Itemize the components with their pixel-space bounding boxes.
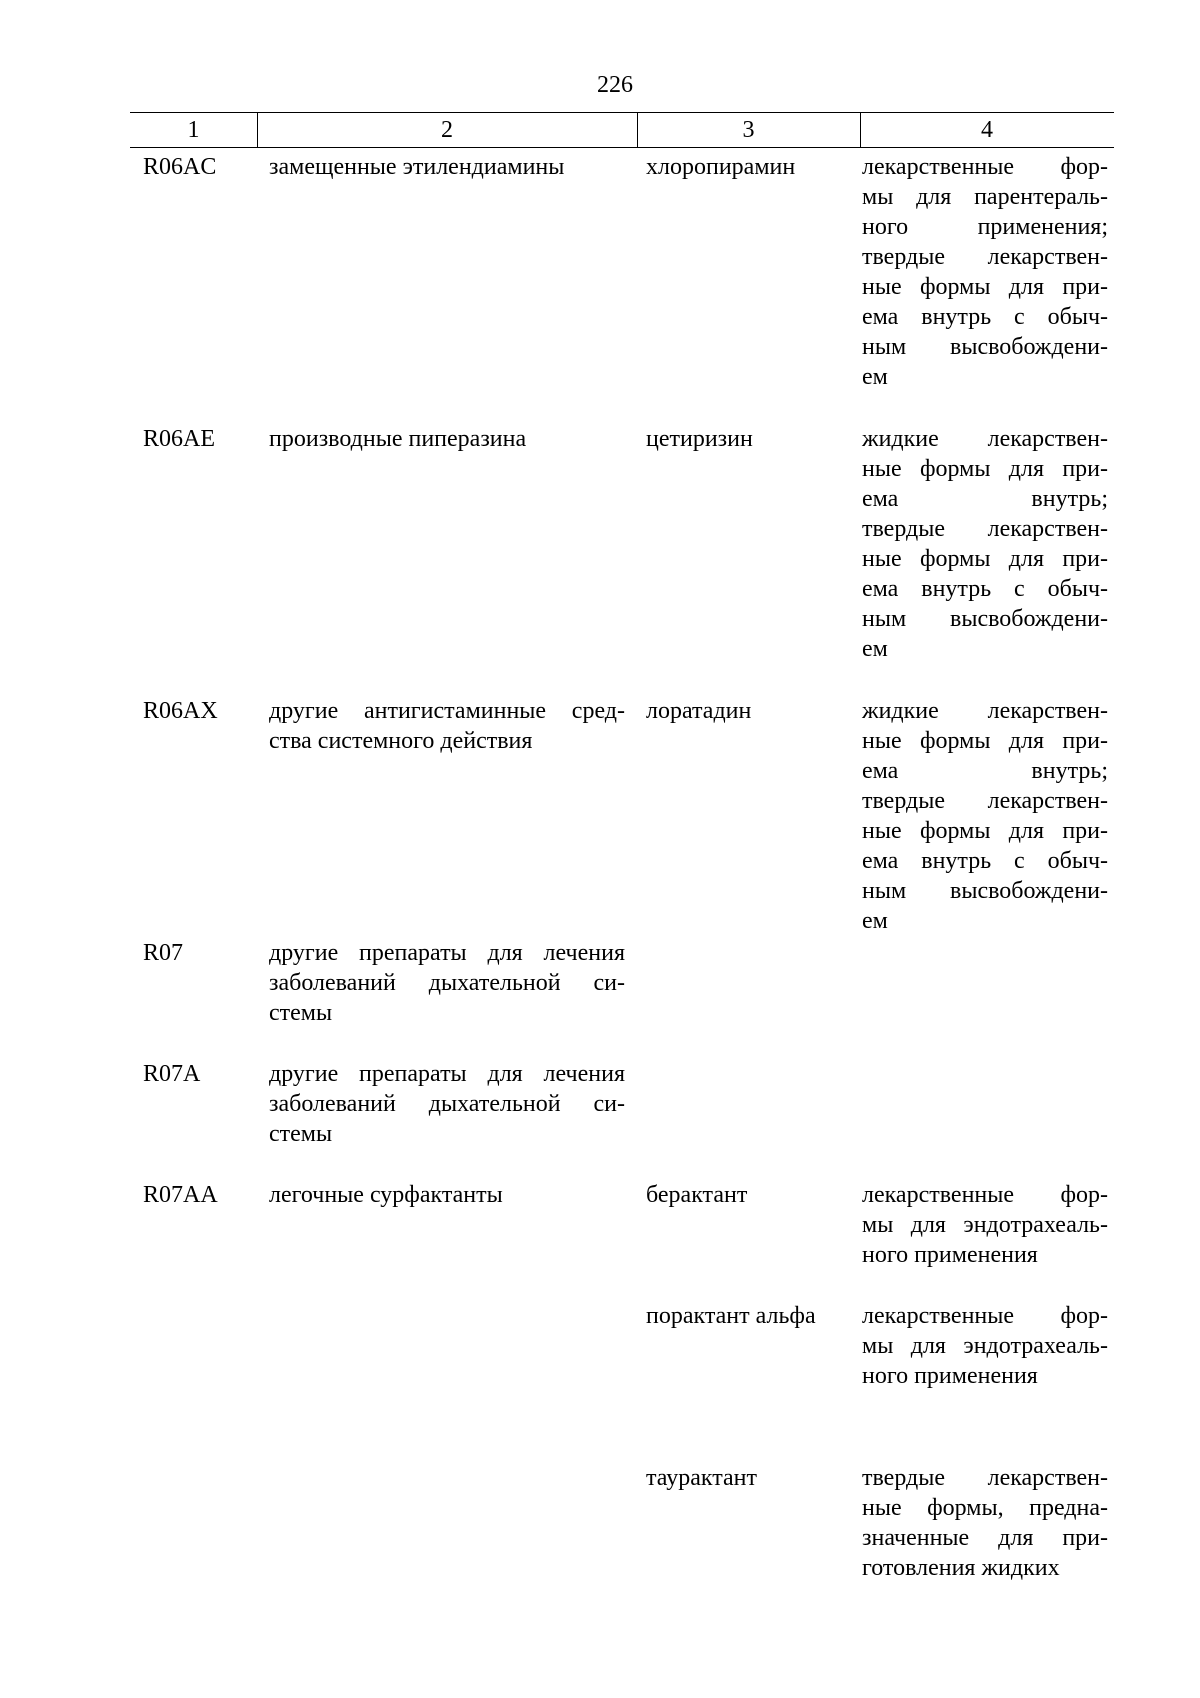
group-name-line: заболеваний дыхательной си- (269, 1091, 625, 1117)
group-name (269, 938, 625, 1028)
dosage-forms-line: ема внутрь с обыч- (862, 304, 1108, 330)
dosage-forms-line: мы для эндотрахеаль- (862, 1333, 1108, 1359)
dosage-forms-line: твердые лекарствен- (862, 1465, 1108, 1491)
dosage-forms-line: ные формы для при- (862, 818, 1108, 844)
dosage-forms (862, 152, 1108, 392)
header-col-4: 4 (981, 117, 993, 143)
dosage-forms-line: лекарственные фор- (862, 1182, 1108, 1208)
dosage-forms-line: ные формы для при- (862, 456, 1108, 482)
dosage-forms-line: ным высвобождени- (862, 334, 1108, 360)
group-name (269, 1180, 625, 1210)
drug-name: хлоропирамин (646, 154, 796, 180)
group-name (269, 152, 625, 182)
group-name-line: другие препараты для лечения (269, 1061, 625, 1087)
header-col-2: 2 (441, 117, 453, 143)
atc-code: R07AA (143, 1182, 218, 1208)
dosage-forms-line: твердые лекарствен- (862, 244, 1108, 270)
dosage-forms-line: мы для эндотрахеаль- (862, 1212, 1108, 1238)
dosage-forms-line: ным высвобождени- (862, 606, 1108, 632)
group-name (269, 696, 625, 756)
table-header (130, 112, 1114, 148)
drug-name: цетиризин (646, 426, 753, 452)
dosage-forms-line: значенные для при- (862, 1525, 1108, 1551)
group-name (269, 424, 625, 454)
group-name-line: легочные сурфактанты (269, 1182, 503, 1208)
dosage-forms-line: мы для парентераль- (862, 184, 1108, 210)
group-name-line: другие антигистаминные сред- (269, 698, 625, 724)
atc-code: R06AE (143, 426, 215, 452)
drug-name: таурактант (646, 1465, 757, 1491)
atc-code: R06AX (143, 698, 218, 724)
dosage-forms-line: ема внутрь; (862, 758, 1108, 784)
group-name-line: стемы (269, 1121, 333, 1147)
drug-name: лоратадин (646, 698, 752, 724)
group-name-line: стемы (269, 1000, 333, 1026)
header-col-3: 3 (742, 117, 755, 143)
drug-name: порактант альфа (646, 1303, 816, 1329)
dosage-forms-line: твердые лекарствен- (862, 788, 1108, 814)
dosage-forms (862, 1463, 1108, 1583)
dosage-forms (862, 1180, 1108, 1270)
dosage-forms-line: готовления жидких (862, 1555, 1060, 1581)
dosage-forms-line: ного применения (862, 1363, 1038, 1389)
group-name-line: ства системного действия (269, 728, 533, 754)
dosage-forms-line: ного применения (862, 1242, 1038, 1268)
dosage-forms-line: ные формы для при- (862, 546, 1108, 572)
dosage-forms-line: ем (862, 636, 888, 662)
dosage-forms-line: жидкие лекарствен- (862, 426, 1108, 452)
group-name-line: замещенные этилендиамины (269, 154, 565, 180)
group-name (269, 1059, 625, 1149)
dosage-forms-line: жидкие лекарствен- (862, 698, 1108, 724)
dosage-forms-line: лекарственные фор- (862, 154, 1108, 180)
atc-code: R06AC (143, 154, 217, 180)
dosage-forms-line: ем (862, 908, 888, 934)
dosage-forms-line: ные формы, предна- (862, 1495, 1108, 1521)
dosage-forms-line: ные формы для при- (862, 274, 1108, 300)
group-name-line: производные пиперазина (269, 426, 527, 452)
dosage-forms-line: твердые лекарствен- (862, 516, 1108, 542)
page-number-text: 226 (597, 72, 633, 98)
header-col-1: 1 (187, 117, 200, 143)
atc-code: R07 (143, 940, 184, 966)
dosage-forms-line: ем (862, 364, 888, 390)
dosage-forms-line: ного применения; (862, 214, 1108, 240)
dosage-forms-line: ема внутрь с обыч- (862, 848, 1108, 874)
dosage-forms-line: ема внутрь; (862, 486, 1108, 512)
group-name-line: заболеваний дыхательной си- (269, 970, 625, 996)
group-name-line: другие препараты для лечения (269, 940, 625, 966)
dosage-forms (862, 424, 1108, 664)
dosage-forms-line: лекарственные фор- (862, 1303, 1108, 1329)
dosage-forms (862, 1301, 1108, 1391)
dosage-forms-line: ема внутрь с обыч- (862, 576, 1108, 602)
dosage-forms-line: ным высвобождени- (862, 878, 1108, 904)
drug-name: берактант (646, 1182, 748, 1208)
dosage-forms (862, 696, 1108, 936)
atc-code: R07A (143, 1061, 201, 1087)
dosage-forms-line: ные формы для при- (862, 728, 1108, 754)
